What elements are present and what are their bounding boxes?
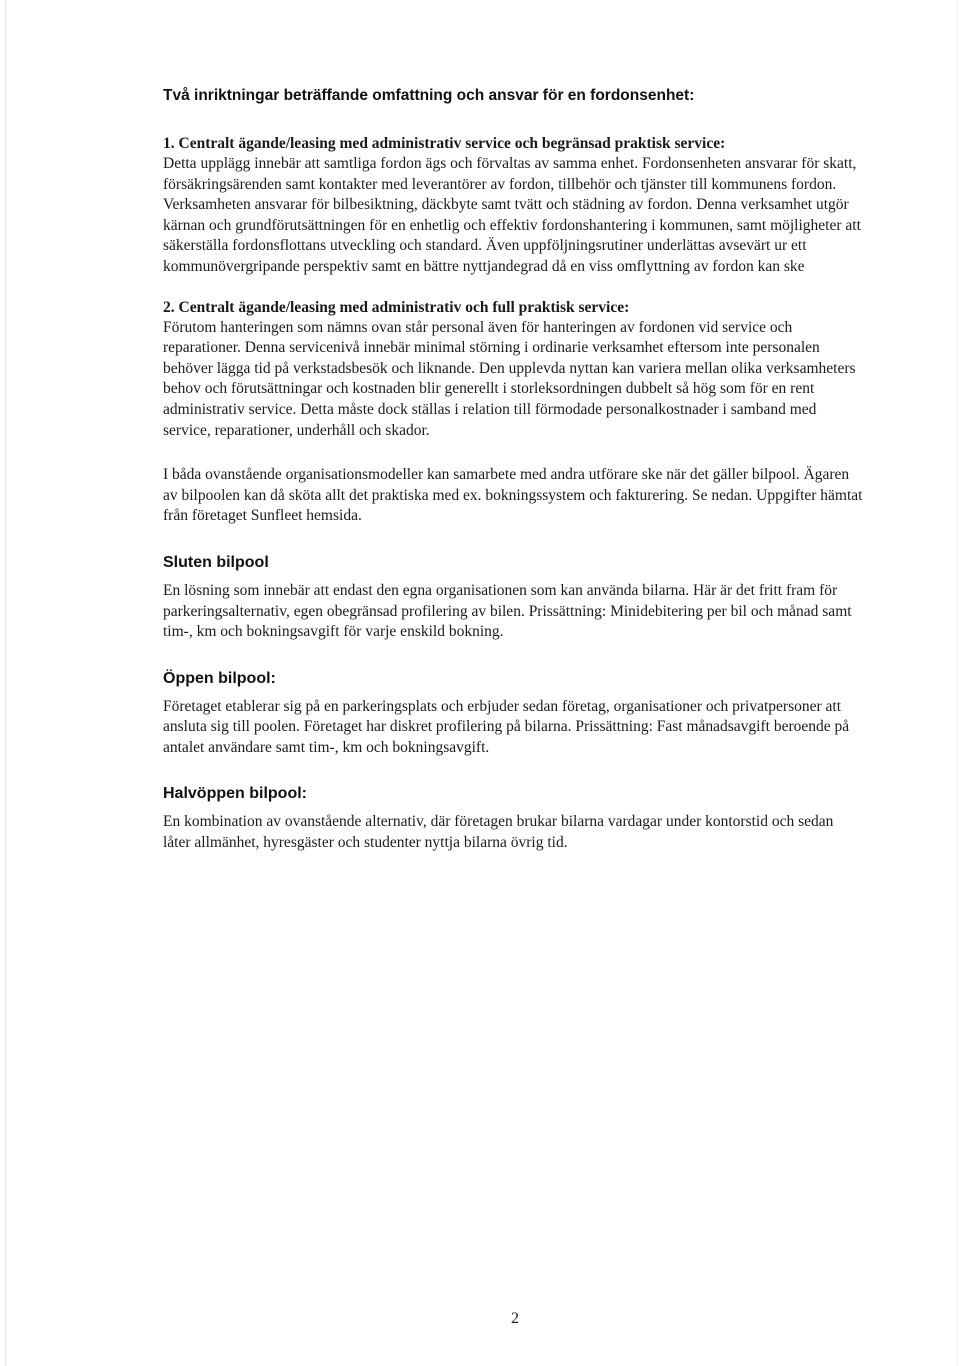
item-2: [163, 298, 863, 442]
page-content: [163, 86, 863, 880]
item-2-body: Förutom hanteringen som nämns ovan står personal även för hanteringen av fordonen vid service och reparationer. Denna servicenivå innebär minimal störning i ordinarie verksamhet eftersom inte personalen behöver lägga tid på verkstadsbesök och liknande. Den upplevda nyttan kan variera mellan olika verksamheters behov och förutsättningar och kostnaden blir generellt i storleksordningen dubbelt så hög som för en rent administrativ service. Detta måste dock ställas i relation till förmodade personalkostnader i samband med service, reparationer, underhåll och skador.: [163, 318, 856, 439]
section-oppen-bilpool: [163, 669, 863, 759]
section-heading: Öppen bilpool:: [163, 669, 276, 687]
item-2-heading: 2. Centralt ägande/leasing med administrativ och full praktisk service:: [163, 298, 630, 316]
section-heading: Halvöppen bilpool:: [163, 785, 307, 803]
intro-paragraph: I båda ovanstående organisationsmodeller kan samarbete med andra utförare ske när det gäller bilpool. Ägaren av bilpoolen kan då sköta allt det praktiska med ex. bokningssystem och fakturering. Se nedan. Uppgifter hämtat från företaget Sunfleet hemsida.: [163, 466, 863, 525]
section-body: Företaget etablerar sig på en parkeringsplats och erbjuder sedan företag, organisationer och privatpersoner att ansluta sig till poolen. Företaget har diskret profilering på bilarna. Prissättning: Fast månadsavgift beroende på antalet användare samt tim-, km och bokningsavgift.: [163, 697, 850, 756]
section-body: En kombination av ovanstående alternativ, där företagen brukar bilarna vardagar under kontorstid och sedan låter allmänhet, hyresgäster och studenter nyttja bilarna övrig tid.: [163, 813, 834, 852]
section-heading: Sluten bilpool: [163, 553, 269, 571]
section-halvoppen-bilpool: [163, 784, 863, 853]
section-sluten-bilpool: [163, 553, 863, 643]
intro-paragraph-block: [163, 465, 863, 527]
page-title: Två inriktningar beträffande omfattning och ansvar för en fordonsenhet:: [163, 87, 695, 104]
item-1-body: Detta upplägg innebär att samtliga fordon ägs och förvaltas av samma enhet. Fordonsenheten ansvarar för skatt, försäkringsärenden samt kontakter med leverantörer av fordon, tillbehör och tjänster till kommunens fordon. Verksamheten ansvarar för bilbesiktning, däckbyte samt tvätt och städning av fordon. Denna verksamhet utgör kärnan och grundförutsättningen för en enhetlig och effektiv fordonshantering i kommunen, samt möjligheter att säkerställa fordonsflottans utveckling och standard. Även uppföljningsrutiner underlättas avsevärt ur ett kommunövergripande perspektiv samt en bättre nyttjandegrad då en viss omflyttning av fordon kan ske: [163, 155, 861, 275]
scan-edge-line: [957, 0, 958, 1366]
section-body: En lösning som innebär att endast den egna organisationen som kan använda bilarna. Här är det fritt fram för parkeringsalternativ, egen obegränsad profilering av bilen. Prissättning: Minidebitering per bil och månad samt tim-, km och bokningsavgift för varje enskild bokning.: [163, 581, 852, 641]
item-1-heading: 1. Centralt ägande/leasing med administrativ service och begränsad praktisk service:: [163, 135, 726, 152]
scan-edge-line: [5, 0, 6, 1366]
page-number: 2: [511, 1310, 519, 1327]
item-1: [163, 134, 863, 278]
